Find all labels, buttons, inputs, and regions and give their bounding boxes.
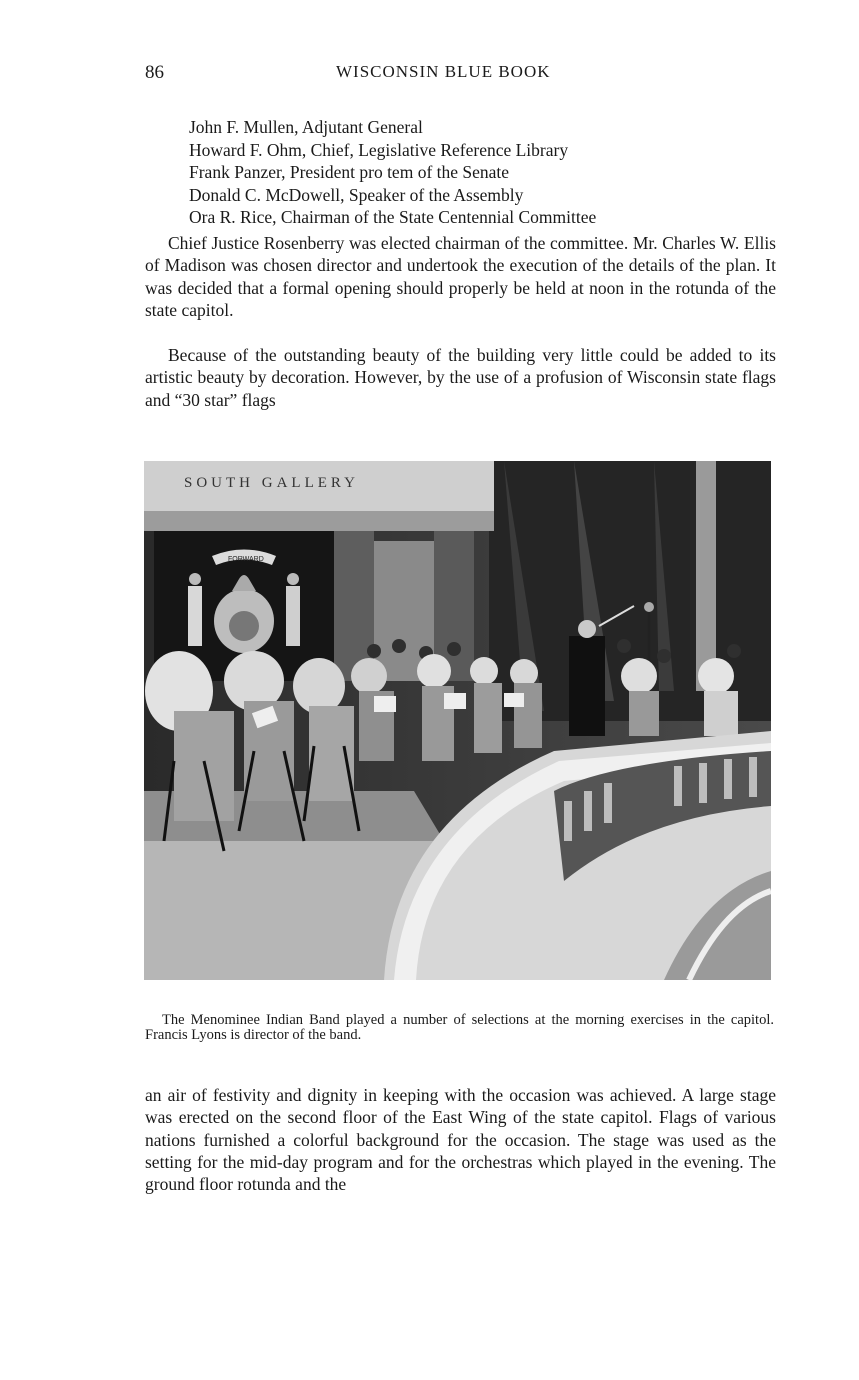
committee-member: Ora R. Rice, Chairman of the State Centennial Committee	[189, 207, 597, 227]
forward-banner-text: FORWARD	[228, 556, 264, 563]
photo-caption: The Menominee Indian Band played a number of selections at the morning exercises in the capitol. Francis Lyons is director of the band.	[145, 1012, 774, 1043]
committee-member: John F. Mullen, Adjutant General	[189, 117, 423, 137]
page-number: 86	[145, 62, 164, 83]
running-head: WISCONSIN BLUE BOOK	[336, 62, 551, 81]
committee-member: Howard F. Ohm, Chief, Legislative Reference Library	[189, 139, 569, 160]
menominee-band-photo	[144, 461, 771, 980]
paragraph-committee-chairman: Chief Justice Rosenberry was elected chairman of the committee. Mr. Charles W. Ellis of Madison was chosen director and undertook the execution of the details of the plan. It was decided that a formal opening should properly be held at noon in the rotunda of the state capitol.	[145, 233, 776, 320]
committee-member-list	[189, 116, 596, 229]
paragraph-festivity: an air of festivity and dignity in keeping with the occasion was achieved. A large stage was erected on the second floor of the East Wing of the state capitol. Flags of various nations furnished a colorful background for the occasion. The stage was used as the setting for the mid-day program and for the orchestras which played in the evening. The ground floor rotunda and the	[145, 1085, 776, 1195]
committee-member: Donald C. McDowell, Speaker of the Assembly	[189, 184, 524, 205]
paragraph-decoration: Because of the outstanding beauty of the building very little could be added to its artistic beauty by decoration. However, by the use of a profusion of Wisconsin state flags and “30 star” flags	[145, 345, 776, 410]
band-photo-illustration	[144, 461, 771, 980]
committee-member: Frank Panzer, President pro tem of the Senate	[189, 162, 510, 182]
south-gallery-inscription: SOUTH GALLERY	[184, 475, 359, 491]
